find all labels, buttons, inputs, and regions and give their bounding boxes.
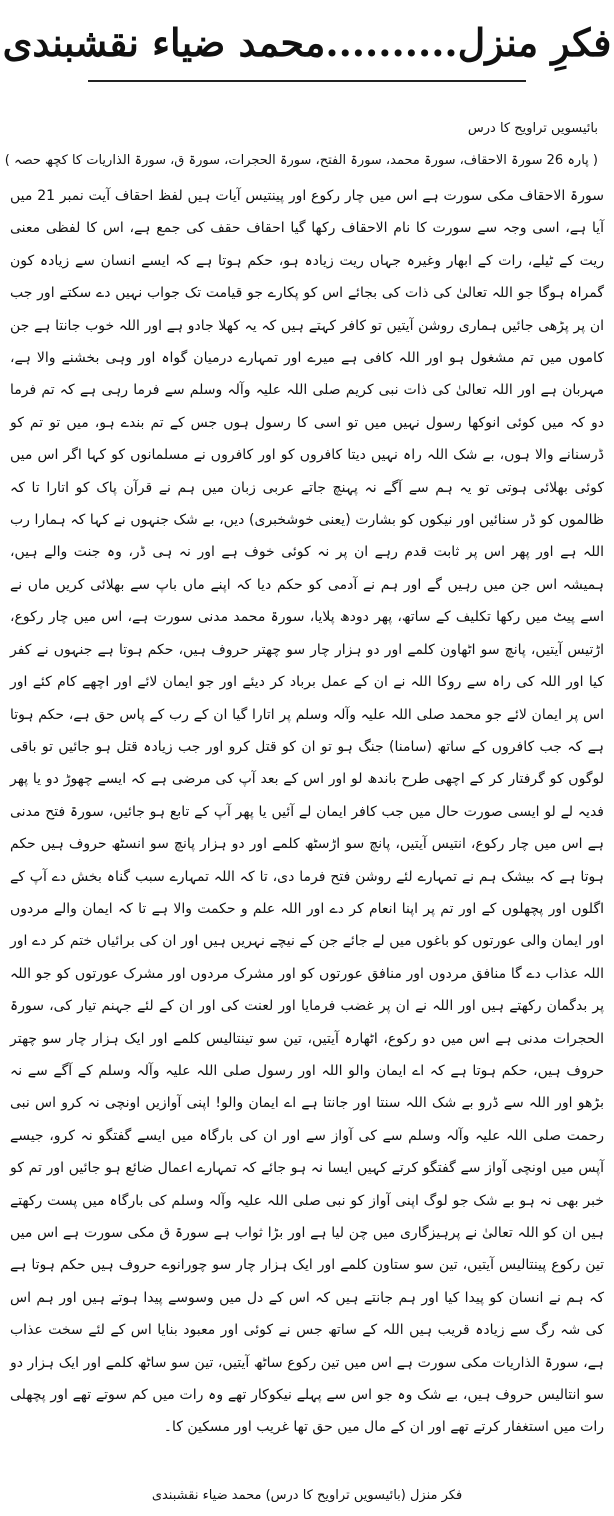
article-body	[10, 180, 604, 1436]
masthead-underline	[88, 80, 526, 82]
column-masthead: فکرِ منزل..........محمد ضیاء نقشبندی	[2, 20, 612, 65]
column-signature: فکر منزل (بائیسویں تراویح کا درس) محمد ضیاء نقشبندی	[151, 1488, 463, 1503]
section-title: بائیسویں تراویح کا درس	[467, 121, 598, 136]
article-paragraph: سورۃ الاحقاف مکی سورت ہے اس میں چار رکوع اور پینتیس آیات ہیں لفظ احقاف آیت نمبر 21 میں آیا ہے، اسی وجہ سے سورت کا نام الاحقاف رکھا گیا احقاف حقف کی جمع ہے، اس کا لفظی معنی ریت کے ٹیلے، رات کے ابھار وغیرہ جہاں ریت زیادہ ہو، حکم ہوتا ہے کہ ایسے انسان سے زیادہ کون گمراہ ہوگا جو اللہ تعالیٰ کی ذات کی بجائے اس کو پکارے جو قیامت تک جواب نہیں دے سکتے اور جب ان پر پڑھی جائیں ہماری روشن آیتیں تو کافر کہتے ہیں کہ یہ کھلا جادو ہے اور اللہ خوب جانتا ہے جن کاموں میں تم مشغول ہو اور اللہ کافی ہے میرے اور تمہارے درمیان گواہ اور وہی بخشنے والا ہے، مہربان ہے اور اللہ تعالیٰ کی ذات نبی کریم صلی اللہ علیہ وآلہ وسلم سے فرما رہی ہے کہ تم فرما دو کہ میں کوئی انوکھا رسول نہیں میں تو اسی کا رسول ہوں جس کے تم بندے ہو، میں تو تم کو ڈرسنانے والا ہوں، بے شک اللہ راہ نہیں دیتا کافروں کو اور کافروں نے مسلمانوں کو کہا اگر اس میں کوئی بھلائی ہوتی تو یہ ہم سے آگے نہ پہنچ جاتے عربی زبان میں ہم نے قرآن پاک کو اتارا تا کہ ظالموں کو ڈر سنائیں اور نیکوں کو بشارت (یعنی خوشخبری) دیں، بے شک جنہوں نے کہا کہ ہمارا رب اللہ ہے اور پھر اس پر ثابت قدم رہے ان پر نہ کوئی خوف ہے اور نہ ہی ڈر، وہ جنت والے ہیں، ہمیشہ اس جن میں رہیں گے اور ہم نے آدمی کو حکم دیا کہ اپنے ماں باپ سے بھلائی کریں ماں نے اسے پیٹ میں رکھا تکلیف کے ساتھ، پھر دودھ پلایا، سورۃ محمد مدنی سورت ہے، اس میں چار رکوع، اڑتیس آیتیں، پانچ سو اٹھاون کلمے اور دو ہزار چار سو چھتر حروف ہیں، حکم ہوتا ہے جنہوں نے کفر کیا اور اللہ کی راہ سے روکا اللہ نے ان کے عمل برباد کر دیئے اور جو ایمان لائے اور اچھے کام کئے اور اس پر ایمان لائے جو محمد صلی اللہ علیہ وآلہ وسلم پر اتارا گیا ان کے رب کے پاس حق ہے، حکم ہوتا ہے کہ جب کافروں کے ساتھ (سامنا) جنگ ہو تو ان کو قتل کرو اور جب زیادہ قتل ہو جائیں تو باقی لوگوں کو گرفتار کر کے اچھی طرح باندھ لو اور اس کے بعد آپ کی مرضی ہے کہ ایسے چھوڑ دو یا پھر فدیہ لے لو ایسی صورت حال میں جب کافر ایمان لے آئیں یا پھر آپ کے تابع ہو جائیں، سورۃ فتح مدنی ہے اس میں چار رکوع، انتیس آیتیں، پانچ سو اڑسٹھ کلمے اور دو ہزار پانچ سو انسٹھ حروف ہیں حکم ہوتا ہے کہ بیشک ہم نے تمہارے لئے روشن فتح فرما دی، تا کہ اللہ تمہارے سبب گناہ بخش دے آپ کے اگلوں اور پچھلوں کے اور تم پر اپنا انعام کر دے اور اللہ علم و حکمت والا ہے تا کہ ایمان والے مردوں اور ایمان والی عورتوں کو باغوں میں لے جائے جن کے نیچے نہریں ہیں اور ان کی برائیاں ختم کر دے اور اللہ عذاب دے گا منافق مردوں اور منافق عورتوں کو اور مشرک مردوں اور مشرک عورتوں کو جو اللہ پر بدگمان رکھتے ہیں اور اللہ نے ان پر غضب فرمایا اور لعنت کی اور ان کے لئے جہنم تیار کی، سورۃ الحجرات مدنی ہے اس میں دو رکوع، اٹھارہ آیتیں، تین سو تینتالیس کلمے اور ایک ہزار چار سو چھتر حروف ہیں، حکم ہوتا ہے کہ اے ایمان والو اللہ اور رسول صلی اللہ علیہ وآلہ وسلم کے آگے سے نہ بڑھو اور اللہ سے ڈرو بے شک اللہ سنتا اور جانتا ہے اے ایمان والو! اپنی آوازیں اونچی نہ کرو اس نبی رحمت صلی اللہ علیہ وآلہ وسلم سے کی آواز سے اور ان کی بارگاہ میں ایسے گفتگو نہ کرو، جیسے آپس میں اونچی آواز سے گفتگو کرتے کہیں ایسا نہ ہو جائے کہ تمہارے اعمال ضائع ہو جائیں اور تم کو خبر بھی نہ ہو بے شک جو لوگ اپنی آواز کو نبی صلی اللہ علیہ وآلہ وسلم کی بارگاہ میں پست رکھتے ہیں ان کو اللہ تعالیٰ نے پرہیزگاری میں چن لیا ہے اور بڑا ثواب ہے سورۃ ق مکی سورت ہے اس میں تین رکوع پینتالیس آیتیں، تین سو ستاون کلمے اور ایک ہزار چار سو چورانوے حروف ہیں حکم ہوتا ہے کہ ہم نے انسان کو پیدا کیا اور ہم جانتے ہیں کہ اس کے دل میں وسوسے پیدا ہوتے ہیں اور ہم اس کی شہ رگ سے زیادہ قریب ہیں اللہ کے ساتھ جس نے کوئی اور معبود بنایا اس کے لئے سخت عذاب ہے، سورۃ الذاریات مکی سورت ہے اس میں تین رکوع ساٹھ آیتیں، تین سو ساٹھ کلمے اور ایک ہزار دو سو انتالیس حروف ہیں، بے شک وہ جو اس سے پہلے نیکوکار تھے وہ رات میں کم سوتے تھے اور پچھلی رات میں استغفار کرتے تھے اور ان کے مال میں حق تھا غریب اور مسکین کا۔	[10, 188, 604, 1436]
section-subtitle: ( پارہ 26 سورۃ الاحقاف، سورۃ محمد، سورۃ الفتح، سورۃ الحجرات، سورۃ ق، سورۃ الذاریات کا کچھ حصہ )	[4, 153, 598, 168]
